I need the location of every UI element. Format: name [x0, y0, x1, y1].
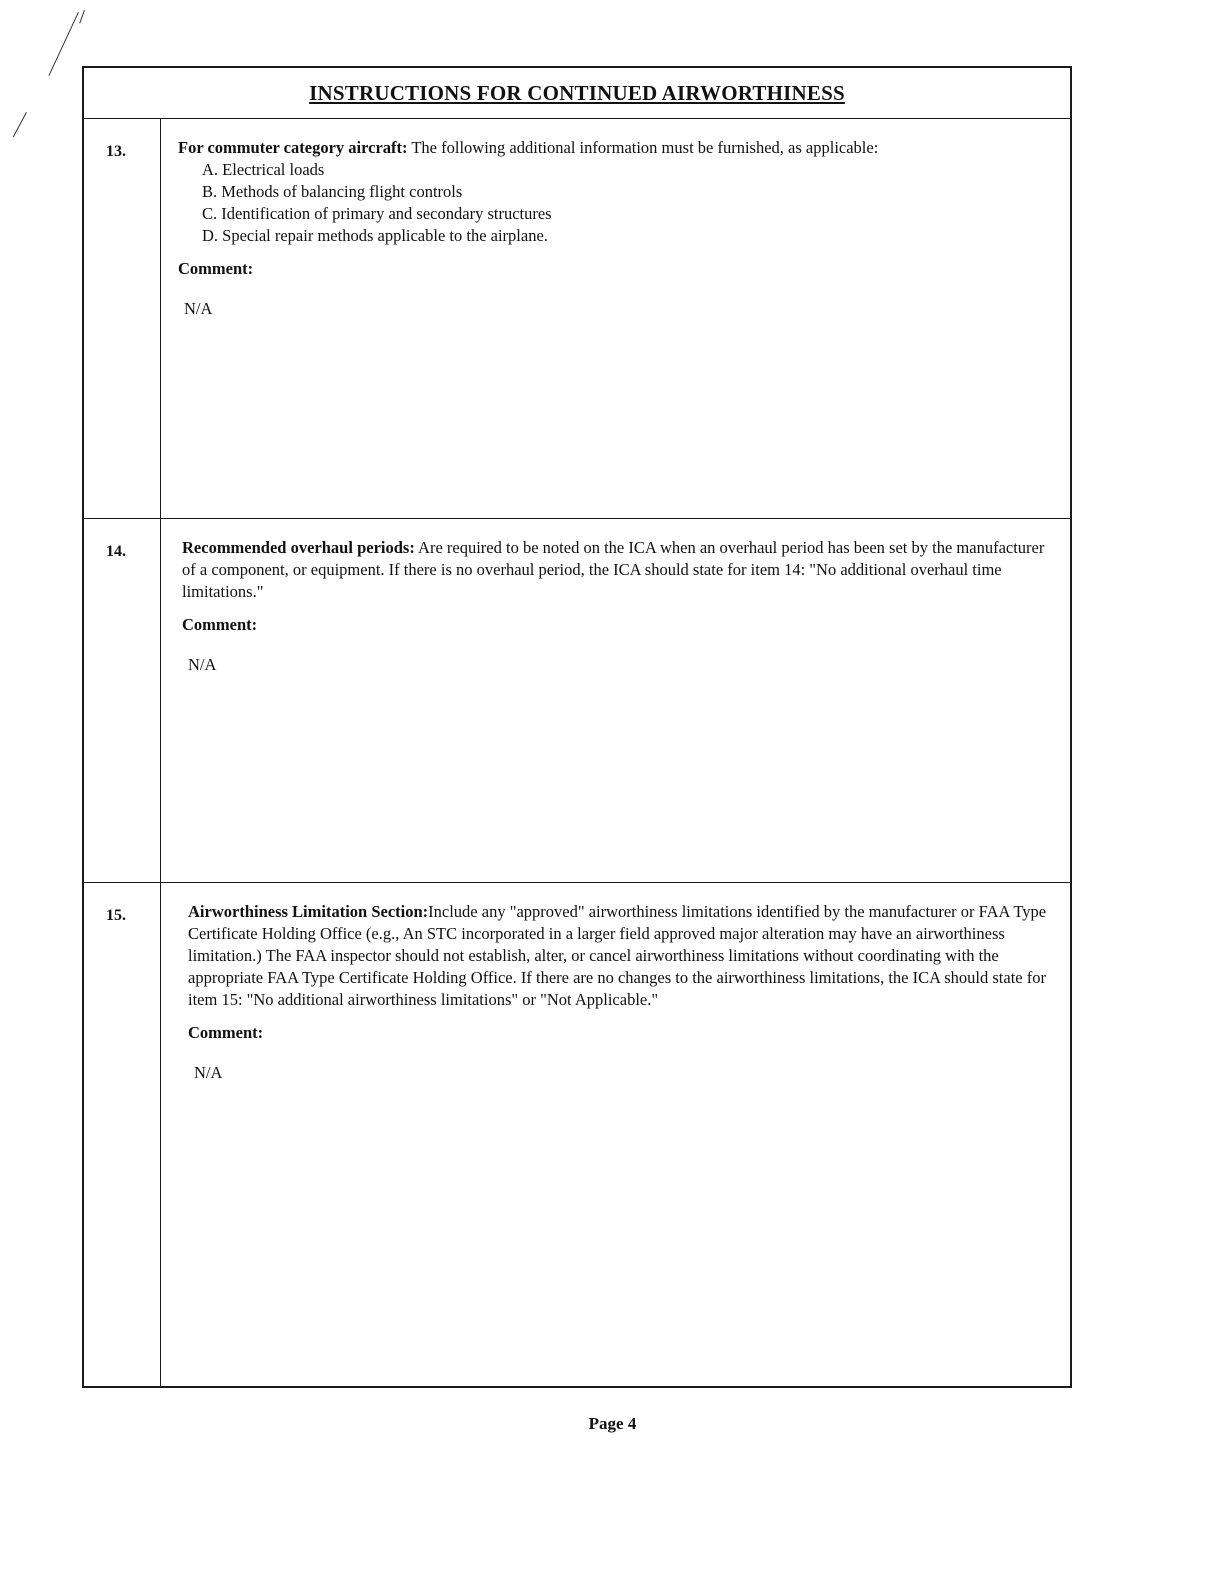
item-number-cell [84, 883, 161, 1388]
form-header [84, 68, 1070, 119]
item-content-cell [178, 137, 1056, 319]
comment-label: Comment: [182, 615, 258, 634]
item-body: Are required to be noted on the ICA when an overhaul period has been set by the manufacturer of a component, or equipment. If there is no overhaul period, the ICA should state for item 14: "No additional overhaul time limitations." [182, 538, 1045, 601]
list-item: A. Electrical loads [202, 160, 325, 179]
item-content-cell [182, 537, 1056, 675]
item-description [188, 901, 1056, 1011]
item-heading: For commuter category aircraft: [178, 138, 408, 157]
comment-label: Comment: [178, 259, 254, 278]
item-number-cell [84, 119, 161, 518]
item-number: 13. [106, 143, 126, 160]
page-number: Page 4 [588, 1414, 637, 1433]
requirements-list [202, 159, 1056, 247]
item-number: 15. [106, 907, 126, 924]
ica-form [82, 66, 1072, 1388]
comment-value: N/A [194, 1063, 223, 1082]
item-heading: Recommended overhaul periods: [182, 538, 415, 557]
comment-label: Comment: [188, 1023, 264, 1042]
item-description [182, 537, 1056, 603]
item-row-14 [84, 519, 1070, 883]
comment-value: N/A [184, 299, 213, 318]
item-content-cell [188, 901, 1056, 1083]
list-item: D. Special repair methods applicable to the airplane. [202, 226, 548, 245]
form-title: INSTRUCTIONS FOR CONTINUED AIRWORTHINESS [309, 80, 845, 105]
scan-pen-mark [79, 10, 85, 23]
list-item: C. Identification of primary and secondary structures [202, 204, 552, 223]
list-item: B. Methods of balancing flight controls [202, 182, 463, 201]
scan-pen-mark [48, 12, 79, 76]
item-row-13 [84, 119, 1070, 519]
item-body: The following additional information must be furnished, as applicable: [407, 138, 879, 157]
item-number-cell [84, 519, 161, 882]
comment-value: N/A [188, 655, 217, 674]
item-description [178, 137, 1056, 159]
item-heading: Airworthiness Limitation Section: [188, 902, 429, 921]
item-row-15 [84, 883, 1070, 1388]
scan-pen-mark [13, 112, 27, 137]
item-body: Include any "approved" airworthiness limitations identified by the manufacturer or FAA Type Certificate Holding Office (e.g., An STC incorporated in a larger field approved major alteration may have an airworthiness limitation.) The FAA inspector should not establish, alter, or cancel airworthiness limitations without coordinating with the appropriate FAA Type Certificate Holding Office. If there are no changes to the airworthiness limitations, the ICA should state for item 15: "No additional airworthiness limitations" or "Not Applicable." [188, 902, 1047, 1009]
item-number: 14. [106, 543, 126, 560]
